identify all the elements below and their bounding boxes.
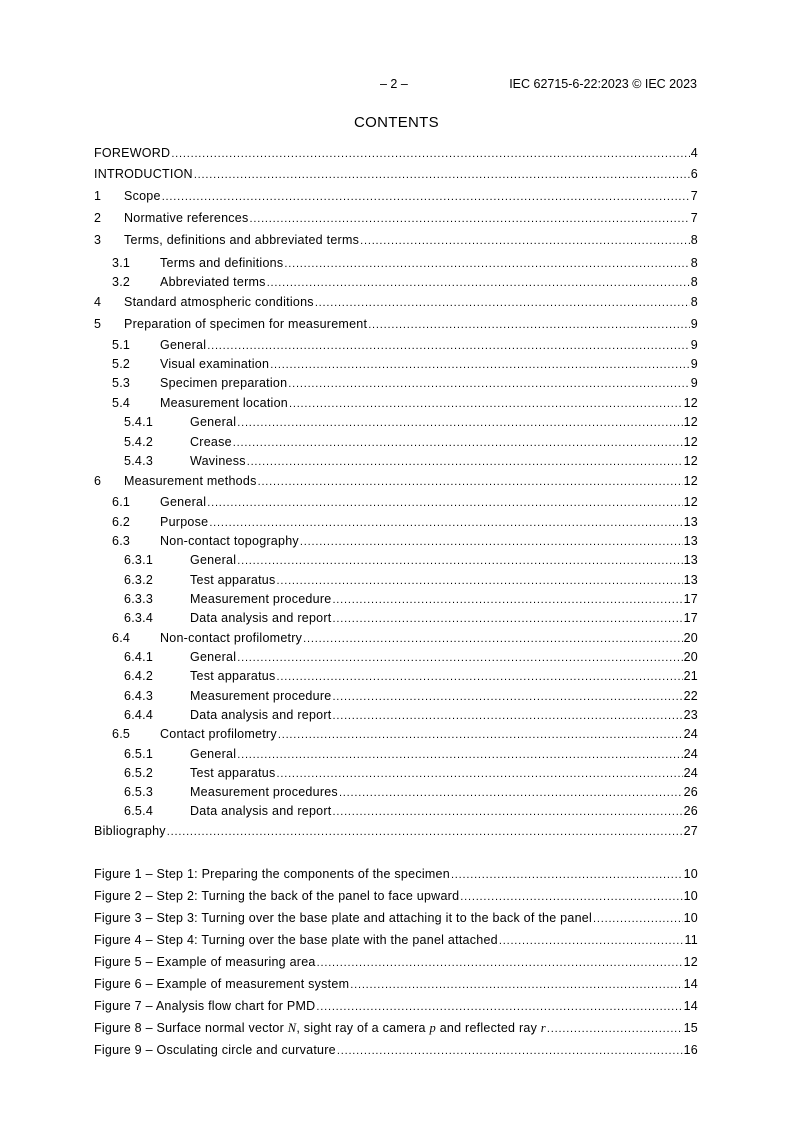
toc-entry[interactable]: [94, 274, 698, 291]
toc-entry[interactable]: [94, 591, 698, 608]
toc-entry-page: 9: [690, 338, 698, 352]
toc-entry-title: Bibliography: [94, 824, 166, 838]
toc-entry-title: General: [190, 747, 237, 761]
dot-leader: [360, 233, 690, 250]
figure-title-text: and reflected ray: [435, 1021, 541, 1035]
figure-title-text: Figure 8 – Surface normal vector: [94, 1021, 288, 1035]
toc-entry[interactable]: [94, 473, 698, 490]
toc-entry-title: Standard atmospheric conditions: [124, 295, 314, 309]
dot-leader: [207, 338, 690, 355]
dot-leader: [289, 396, 683, 413]
toc-entry[interactable]: [94, 552, 698, 569]
toc-entry[interactable]: [94, 414, 698, 431]
toc-entry[interactable]: [94, 803, 698, 820]
toc-entry-page: 13: [683, 573, 698, 587]
toc-entry-page: 9: [690, 376, 698, 390]
toc-entry-number: 6.4: [112, 631, 131, 645]
toc-entry-title: General: [190, 553, 237, 567]
dot-leader: [194, 167, 690, 184]
toc-entry-number: 3.1: [112, 256, 131, 270]
figure-entry-title: Figure 2 – Step 2: Turning the back of the panel to face upward: [94, 889, 460, 903]
toc-entry-number: 6.4.1: [124, 650, 154, 664]
toc-entry-page: 13: [683, 553, 698, 567]
toc-entry-number: 6: [94, 474, 102, 488]
dot-leader: [277, 766, 683, 783]
dot-leader: [332, 689, 682, 706]
toc-entry-number: 5.4.3: [124, 454, 154, 468]
dot-leader: [339, 785, 683, 802]
toc-entry-page: 22: [683, 689, 698, 703]
toc-entry-number: 4: [94, 295, 102, 309]
toc-entry[interactable]: [94, 630, 698, 647]
dot-leader: [267, 275, 690, 292]
toc-entry[interactable]: [94, 337, 698, 354]
toc-entry-title: Scope: [124, 189, 161, 203]
toc-entry-title: Data analysis and report: [190, 708, 332, 722]
math-variable: r: [540, 1021, 546, 1035]
dot-leader: [300, 534, 683, 551]
toc-entry-number: 6.5.3: [124, 785, 154, 799]
figure-entry-title: Figure 9 – Osculating circle and curvature: [94, 1043, 336, 1057]
dot-leader: [237, 747, 682, 764]
page-number: – 2 –: [380, 77, 408, 91]
toc-entry[interactable]: [94, 649, 698, 666]
toc-entry-title: Purpose: [160, 515, 209, 529]
toc-entry-number: 6.3.2: [124, 573, 154, 587]
toc-entry[interactable]: [94, 166, 698, 183]
toc-entry-number: 6.4.4: [124, 708, 154, 722]
toc-entry-title: Preparation of specimen for measurement: [124, 317, 368, 331]
toc-entry-title: Data analysis and report: [190, 804, 332, 818]
toc-entry-number: 5.4: [112, 396, 131, 410]
toc-entry-number: 6.5.1: [124, 747, 154, 761]
figure-entry[interactable]: [94, 910, 698, 927]
toc-entry[interactable]: [94, 453, 698, 470]
toc-entry-title: Test apparatus: [190, 669, 276, 683]
toc-entry-title: Normative references: [124, 211, 249, 225]
toc-entry-number: 6.5.2: [124, 766, 154, 780]
figure-entry-page: 10: [683, 889, 698, 903]
math-variable: N: [287, 1021, 297, 1035]
toc-entry-title: Non-contact topography: [160, 534, 299, 548]
toc-entry-number: 5.4.1: [124, 415, 154, 429]
toc-entry-title: FOREWORD: [94, 146, 171, 160]
toc-entry-number: 1: [94, 189, 102, 203]
toc-entry-page: 12: [683, 454, 698, 468]
toc-entry[interactable]: [94, 610, 698, 627]
dot-leader: [317, 955, 683, 972]
toc-entry-title: Waviness: [190, 454, 246, 468]
figure-entry[interactable]: [94, 976, 698, 993]
figure-title-text: , sight ray of a camera: [296, 1021, 430, 1035]
toc-entry-title: Measurement methods: [124, 474, 257, 488]
toc-entry-number: 5.3: [112, 376, 131, 390]
toc-entry[interactable]: [94, 688, 698, 705]
toc-entry-page: 17: [683, 592, 698, 606]
dot-leader: [337, 1043, 683, 1060]
toc-entry[interactable]: [94, 232, 698, 249]
dot-leader: [258, 474, 683, 491]
toc-entry[interactable]: [94, 784, 698, 801]
dot-leader: [333, 804, 683, 821]
dot-leader: [499, 933, 684, 950]
toc-entry[interactable]: [94, 726, 698, 743]
toc-entry-page: 21: [683, 669, 698, 683]
toc-entry-number: 6.3: [112, 534, 131, 548]
toc-entry-number: 6.2: [112, 515, 131, 529]
toc-entry-page: 9: [690, 357, 698, 371]
figure-entry-title: Figure 1 – Step 1: Preparing the components of the specimen: [94, 867, 450, 881]
dot-leader: [368, 317, 690, 334]
toc-entry[interactable]: [94, 255, 698, 272]
dot-leader: [237, 650, 682, 667]
toc-entry-page: 12: [683, 396, 698, 410]
toc-entry-number: 6.3.1: [124, 553, 154, 567]
dot-leader: [288, 376, 690, 393]
toc-entry-number: 5: [94, 317, 102, 331]
toc-entry-page: 8: [690, 295, 698, 309]
dot-leader: [350, 977, 682, 994]
toc-entry-page: 6: [690, 167, 698, 181]
dot-leader: [332, 592, 682, 609]
toc-entry-title: Test apparatus: [190, 573, 276, 587]
figure-entry-page: 11: [684, 933, 698, 947]
figure-entry-page: 14: [683, 999, 698, 1013]
page-header: [0, 76, 793, 92]
toc-entry-page: 9: [690, 317, 698, 331]
toc-entry-number: 3: [94, 233, 102, 247]
toc-entry[interactable]: [94, 356, 698, 373]
toc-entry-title: Abbreviated terms: [160, 275, 266, 289]
dot-leader: [333, 708, 683, 725]
toc-entry[interactable]: [94, 188, 698, 205]
toc-entry[interactable]: [94, 434, 698, 451]
figure-entry-title: Figure 6 – Example of measurement system: [94, 977, 350, 991]
toc-entry-title: General: [190, 415, 237, 429]
dot-leader: [250, 211, 690, 228]
toc-entry-page: 12: [683, 474, 698, 488]
toc-entry-number: 6.5: [112, 727, 131, 741]
dot-leader: [593, 911, 683, 928]
dot-leader: [460, 889, 682, 906]
toc-entry-page: 4: [690, 146, 698, 160]
toc-entry-title: Crease: [190, 435, 232, 449]
figure-entry-page: 15: [683, 1021, 698, 1035]
toc-entry-page: 20: [683, 650, 698, 664]
dot-leader: [247, 454, 683, 471]
toc-entry-page: 26: [683, 785, 698, 799]
math-variable: p: [429, 1021, 436, 1035]
dot-leader: [547, 1021, 683, 1038]
toc-entry[interactable]: [94, 572, 698, 589]
toc-entry[interactable]: [94, 494, 698, 511]
toc-entry-title: General: [160, 495, 207, 509]
toc-entry-page: 20: [683, 631, 698, 645]
dot-leader: [167, 824, 683, 841]
dot-leader: [277, 669, 683, 686]
figure-entry[interactable]: [94, 866, 698, 883]
toc-entry-title: Terms, definitions and abbreviated terms: [124, 233, 360, 247]
document-identifier: IEC 62715-6-22:2023 © IEC 2023: [509, 77, 697, 91]
toc-entry-page: 12: [683, 435, 698, 449]
figure-entry-title: Figure 4 – Step 4: Turning over the base plate with the panel attached: [94, 933, 498, 947]
toc-entry-title: Terms and definitions: [160, 256, 284, 270]
toc-entry[interactable]: [94, 823, 698, 840]
toc-entry[interactable]: [94, 210, 698, 227]
toc-entry-page: 13: [683, 534, 698, 548]
toc-entry[interactable]: [94, 294, 698, 311]
toc-entry-page: 12: [683, 495, 698, 509]
dot-leader: [171, 146, 689, 163]
figure-entry-page: 10: [683, 867, 698, 881]
toc-entry-page: 12: [683, 415, 698, 429]
toc-entry-number: 2: [94, 211, 102, 225]
toc-entry-page: 8: [690, 256, 698, 270]
toc-entry-title: Measurement location: [160, 396, 288, 410]
toc-entry-number: 6.3.3: [124, 592, 154, 606]
dot-leader: [315, 295, 690, 312]
toc-entry-page: 8: [690, 233, 698, 247]
toc-entry-number: 6.1: [112, 495, 131, 509]
toc-entry-number: 3.2: [112, 275, 131, 289]
toc-entry[interactable]: [94, 145, 698, 162]
toc-entry-title: General: [190, 650, 237, 664]
dot-leader: [237, 553, 682, 570]
toc-entry-title: General: [160, 338, 207, 352]
toc-entry-title: Non-contact profilometry: [160, 631, 303, 645]
dot-leader: [162, 189, 690, 206]
dot-leader: [451, 867, 683, 884]
toc-entry[interactable]: [94, 533, 698, 550]
dot-leader: [284, 256, 689, 273]
figure-entry-page: 16: [683, 1043, 698, 1057]
figure-entry-title: [94, 1020, 546, 1037]
dot-leader: [303, 631, 682, 648]
dot-leader: [278, 727, 683, 744]
toc-entry-page: 24: [683, 766, 698, 780]
toc-entry-page: 8: [690, 275, 698, 289]
figure-entry-title: Figure 7 – Analysis flow chart for PMD: [94, 999, 316, 1013]
dot-leader: [233, 435, 683, 452]
toc-entry[interactable]: [94, 395, 698, 412]
toc-entry-title: Contact profilometry: [160, 727, 277, 741]
dot-leader: [333, 611, 683, 628]
figure-entry-title: Figure 5 – Example of measuring area: [94, 955, 316, 969]
toc-entry-number: 5.2: [112, 357, 131, 371]
toc-entry[interactable]: [94, 514, 698, 531]
figure-entry-page: 10: [683, 911, 698, 925]
toc-entry[interactable]: [94, 707, 698, 724]
toc-entry-page: 24: [683, 727, 698, 741]
toc-entry-page: 26: [683, 804, 698, 818]
figure-entry-page: 12: [683, 955, 698, 969]
toc-entry-title: Visual examination: [160, 357, 270, 371]
toc-entry-number: 5.4.2: [124, 435, 154, 449]
dot-leader: [316, 999, 682, 1016]
toc-entry-page: 13: [683, 515, 698, 529]
dot-leader: [207, 495, 682, 512]
toc-entry-title: Measurement procedure: [190, 592, 332, 606]
toc-entry-number: 6.5.4: [124, 804, 154, 818]
toc-entry-title: Test apparatus: [190, 766, 276, 780]
figure-entry[interactable]: [94, 1042, 698, 1059]
toc-entry[interactable]: [94, 375, 698, 392]
toc-entry[interactable]: [94, 316, 698, 333]
dot-leader: [270, 357, 690, 374]
toc-entry-number: 6.3.4: [124, 611, 154, 625]
toc-entry-page: 24: [683, 747, 698, 761]
toc-entry-page: 23: [683, 708, 698, 722]
toc-entry-title: Specimen preparation: [160, 376, 288, 390]
figure-entry[interactable]: [94, 954, 698, 971]
dot-leader: [209, 515, 682, 532]
figure-entry[interactable]: [94, 998, 698, 1015]
toc-entry-number: 6.4.2: [124, 669, 154, 683]
figure-entry[interactable]: [94, 888, 698, 905]
dot-leader: [237, 415, 682, 432]
toc-entry[interactable]: [94, 746, 698, 763]
toc-entry-title: INTRODUCTION: [94, 167, 193, 181]
contents-title: CONTENTS: [354, 114, 439, 131]
toc-entry-title: Data analysis and report: [190, 611, 332, 625]
toc-entry-page: 27: [683, 824, 698, 838]
toc-entry-page: 7: [690, 189, 698, 203]
toc-entry-number: 5.1: [112, 338, 131, 352]
dot-leader: [277, 573, 683, 590]
figure-entry[interactable]: [94, 1020, 698, 1037]
figure-entry-title: Figure 3 – Step 3: Turning over the base plate and attaching it to the back of the panel: [94, 911, 593, 925]
toc-entry-page: 17: [683, 611, 698, 625]
figure-entry[interactable]: [94, 932, 698, 949]
toc-entry-page: 7: [690, 211, 698, 225]
figure-entry-page: 14: [683, 977, 698, 991]
toc-entry[interactable]: [94, 668, 698, 685]
toc-entry-number: 6.4.3: [124, 689, 154, 703]
toc-entry-title: Measurement procedures: [190, 785, 338, 799]
toc-entry-title: Measurement procedure: [190, 689, 332, 703]
toc-entry[interactable]: [94, 765, 698, 782]
